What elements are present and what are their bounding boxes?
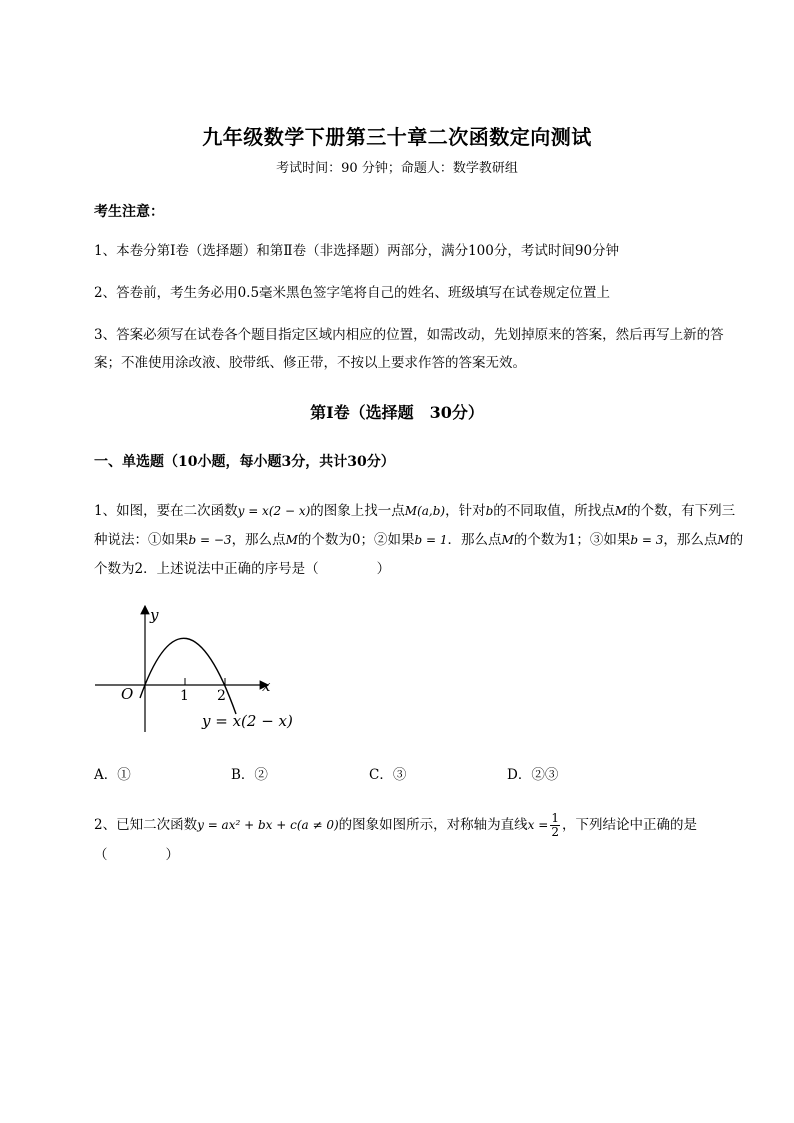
curve-label: y = x(2 − x) xyxy=(202,712,293,730)
math-expression: M xyxy=(614,504,628,518)
exam-info: 考试时间：90 分钟；命题人：数学教研组 xyxy=(276,161,518,176)
tick-label: 1 xyxy=(180,688,189,704)
notice-item: 3、答案必须写在试卷各个题目指定区域内相应的位置，如需改动，先划掉原来的答案，然后再写上新的答案；不准使用涂改液、胶带纸、修正带，不按以上要求作答的答案无效。 xyxy=(94,327,724,371)
math-expression: M(a,b) xyxy=(404,504,446,518)
answer-options xyxy=(94,763,714,785)
option-b[interactable]: B．② xyxy=(231,767,268,783)
math-expression: x = xyxy=(527,818,549,832)
notice-item: 1、本卷分第Ⅰ卷（选择题）和第Ⅱ卷（非选择题）两部分，满分100分，考试时间90分钟 xyxy=(94,243,620,259)
section-title: 第Ⅰ卷（选择题 30分） xyxy=(310,403,484,422)
math-expression: M xyxy=(285,533,298,547)
notice-item: 2、答卷前，考生务必用0.5毫米黑色签字笔将自己的姓名、班级填写在试卷规定位置上 xyxy=(94,285,611,301)
math-expression: y = x(2 − x) xyxy=(237,504,311,518)
question-2-text: 2、已知二次函数y = ax² + bx + c(a ≠ 0)的图象如图所示，对称轴为直线x = $\frac{1}{2}$ ，下列结论中正确的是 （ ） xyxy=(94,811,697,863)
question-1-text: 1、如图，要在二次函数y = x(2 − x)的图象上找一点M(a,b)，针对b的不同取值，所找点M的个数，有下列三种说法：①如果b = −3，那么点M的个数为0；②如果b = 1．那么点M的个数为1；③如果b = 3，那么点M的个数为2．上述说法中正确的序号是（ ） xyxy=(94,503,744,577)
math-expression: b = 3 xyxy=(630,533,664,547)
option-a[interactable]: A．① xyxy=(94,767,131,783)
y-axis-label: y xyxy=(150,606,159,624)
math-expression: b xyxy=(485,504,494,518)
x-axis-label: x xyxy=(262,677,271,695)
math-expression: b = −3 xyxy=(188,533,232,547)
option-d[interactable]: D．②③ xyxy=(507,767,559,783)
part-heading: 一、单选题（10小题，每小题3分，共计30分） xyxy=(94,454,395,470)
math-expression: b = 1 xyxy=(414,533,448,547)
fraction: $\frac{1}{2}$ xyxy=(551,811,559,839)
option-c[interactable]: C．③ xyxy=(369,767,407,783)
page-title: 九年级数学下册第三十章二次函数定向测试 xyxy=(202,125,592,149)
tick-label: 2 xyxy=(217,688,226,704)
parabola-graph xyxy=(90,600,310,740)
notice-heading: 考生注意： xyxy=(94,204,164,220)
origin-label: O xyxy=(121,685,134,703)
math-expression: M xyxy=(717,533,730,547)
math-expression: y = ax² + bx + c(a ≠ 0) xyxy=(197,818,339,832)
math-expression: M xyxy=(501,533,514,547)
